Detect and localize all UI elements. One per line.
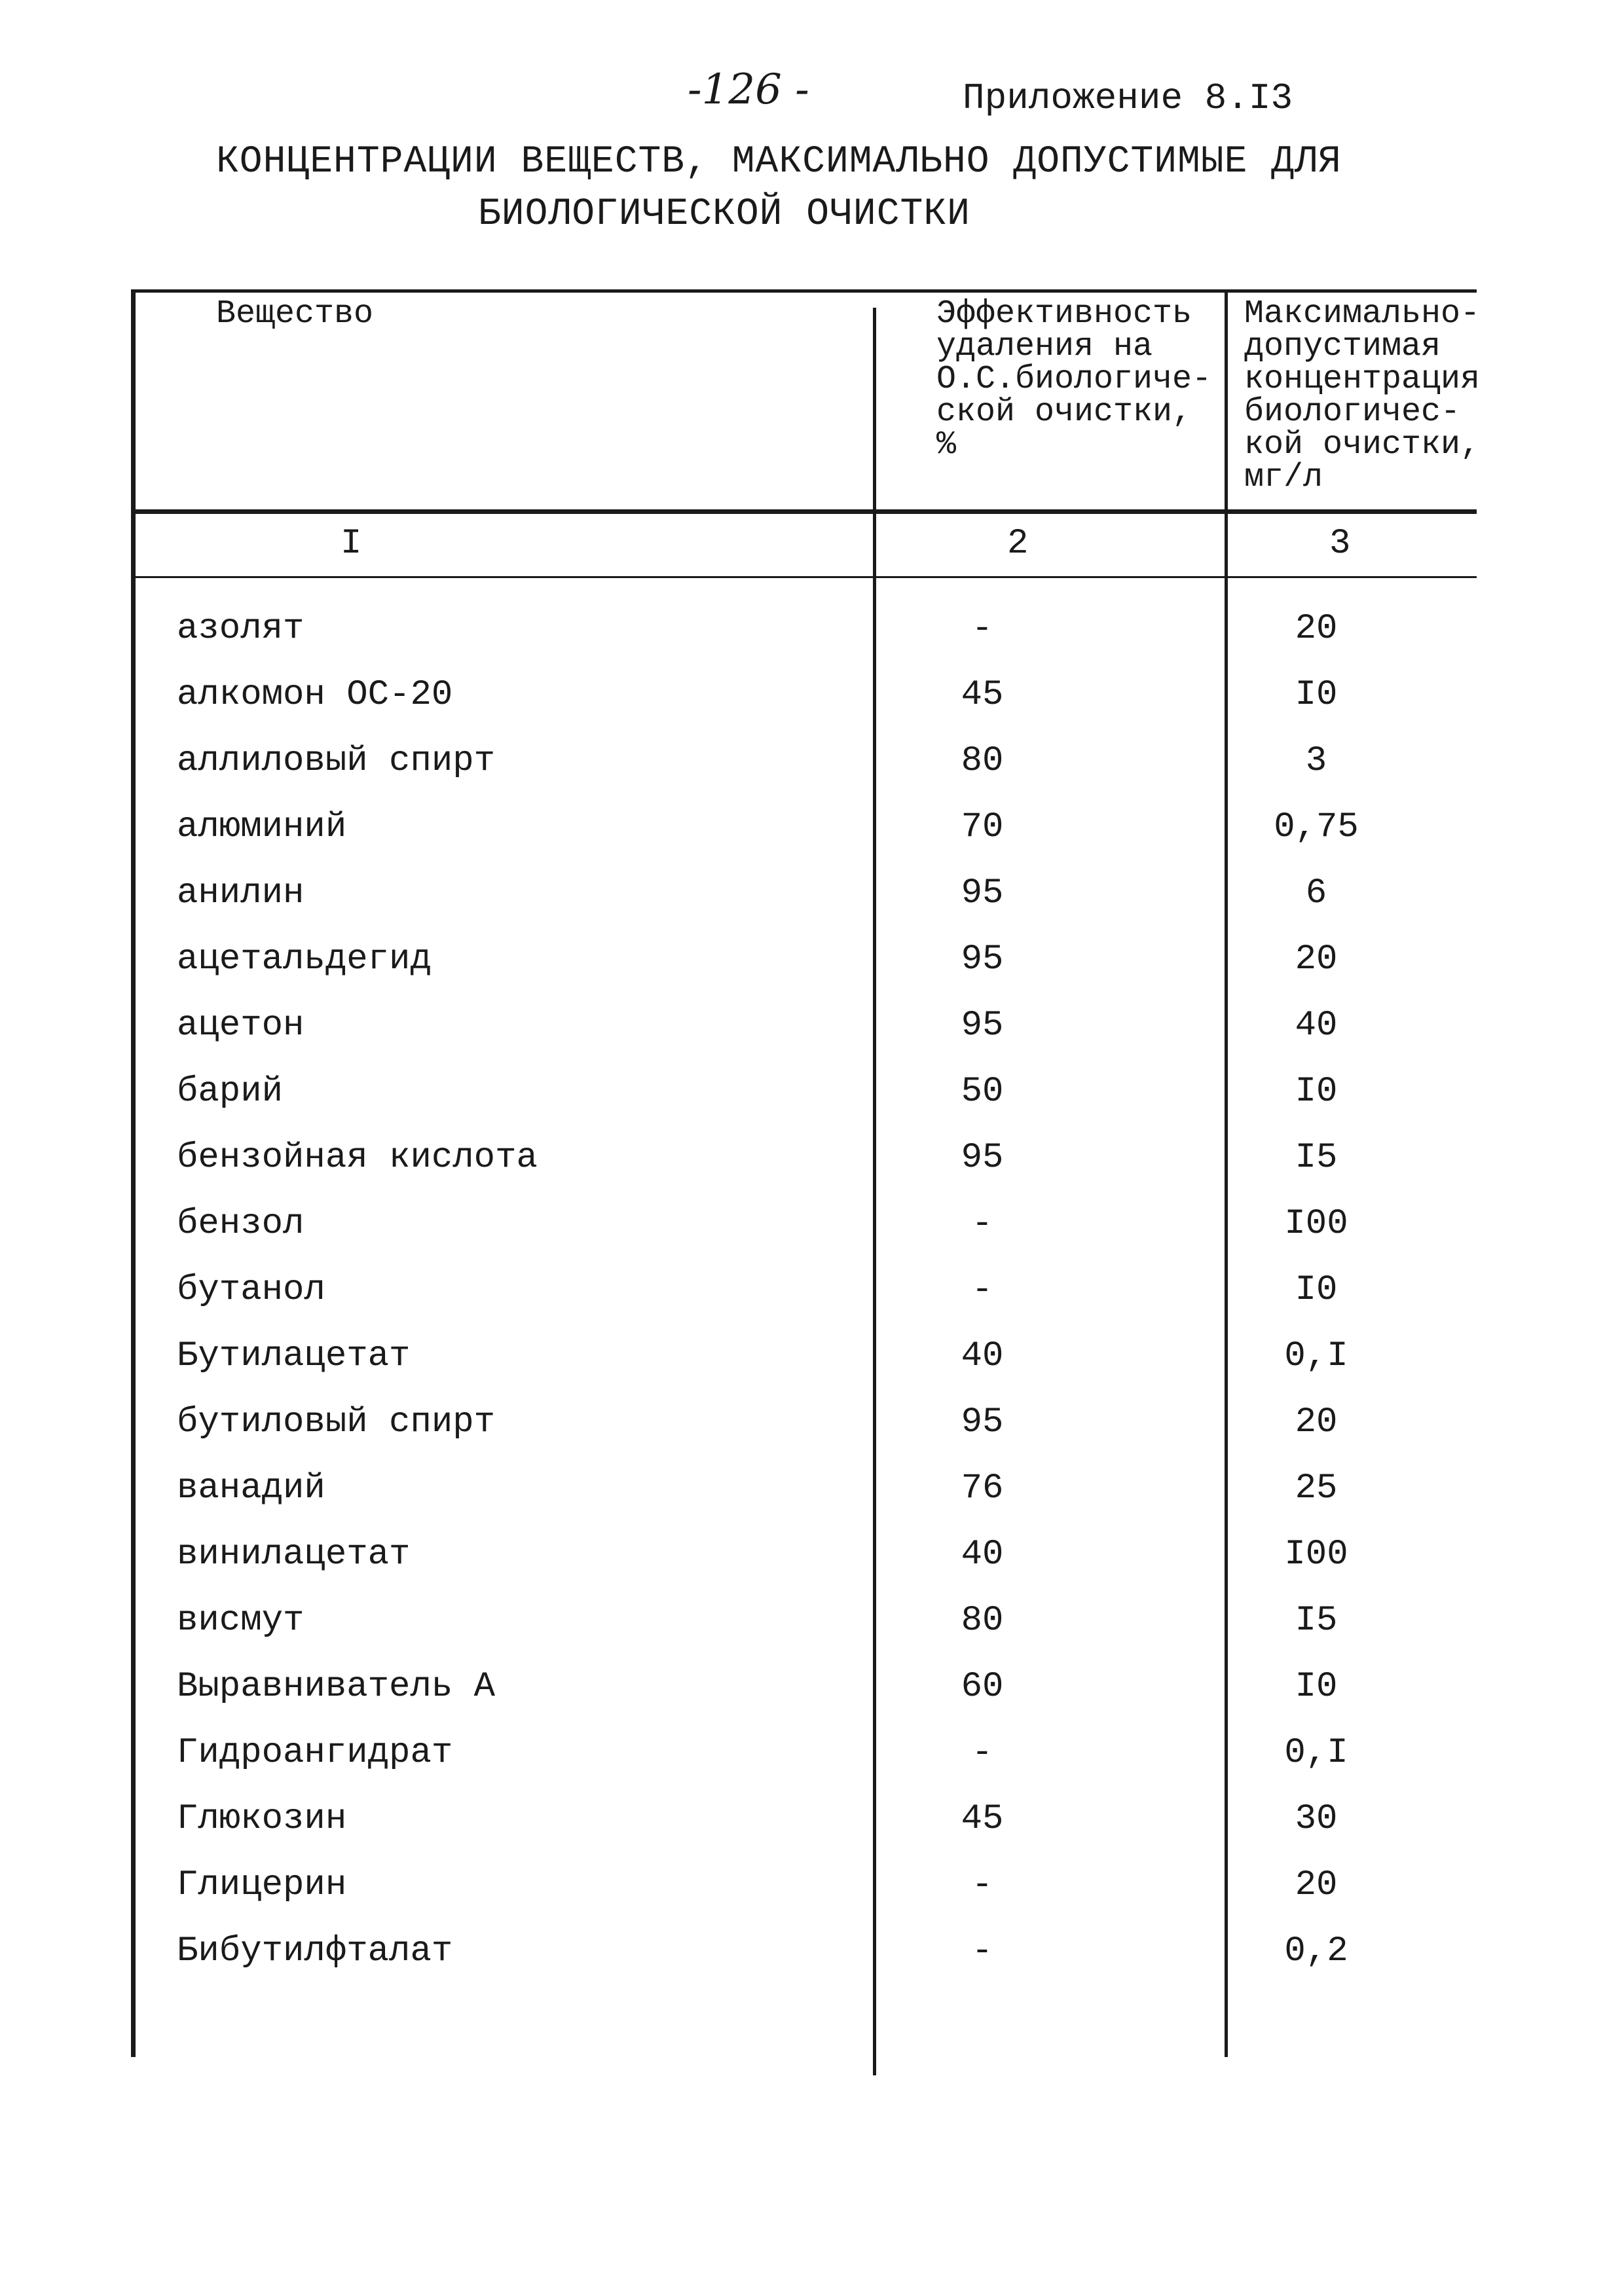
efficiency-value: - (971, 1204, 993, 1244)
substance-name: Бутилацетат (177, 1336, 411, 1376)
efficiency-value: 50 (961, 1072, 1004, 1112)
max-concentration-value: I0 (1295, 1270, 1338, 1310)
max-concentration-value: 25 (1295, 1468, 1338, 1508)
efficiency-value: 60 (961, 1667, 1004, 1707)
appendix-label: Приложение 8.I3 (963, 77, 1293, 119)
substance-name: Выравниватель А (177, 1667, 496, 1707)
column-number-2: 2 (1007, 524, 1029, 564)
max-concentration-value: I5 (1295, 1138, 1338, 1178)
efficiency-value: - (971, 1733, 993, 1773)
max-concentration-value: 30 (1295, 1799, 1338, 1839)
max-concentration-value: 0,75 (1274, 807, 1359, 847)
max-concentration-value: I00 (1284, 1204, 1348, 1244)
substance-name: ванадий (177, 1468, 325, 1508)
column-number-1: I (341, 524, 362, 564)
header-efficiency: Эффективность удаления на О.С.биологиче- ской очистки, % (936, 295, 1212, 464)
substance-name: бутанол (177, 1270, 325, 1310)
substance-name: винилацетат (177, 1535, 411, 1575)
max-concentration-value: 40 (1295, 1006, 1338, 1046)
efficiency-value: 70 (961, 807, 1004, 847)
document-title-line1: КОНЦЕНТРАЦИИ ВЕЩЕСТВ, МАКСИМАЛЬНО ДОПУСТИМЫЕ ДЛЯ (216, 141, 1342, 183)
substance-name: анилин (177, 873, 304, 913)
substance-name: аллиловый спирт (177, 741, 496, 781)
header-max-concentration: Максимально- допустимая концентрация биологичес- кой очистки, мг/л (1244, 295, 1481, 496)
header-bottom-rule (134, 509, 1477, 514)
header-substance: Вещество (216, 295, 374, 333)
column-number-rule (134, 576, 1477, 578)
substance-name: барий (177, 1072, 284, 1112)
max-concentration-value: 0,I (1284, 1733, 1348, 1773)
max-concentration-value: I00 (1284, 1535, 1348, 1575)
efficiency-value: 40 (961, 1535, 1004, 1575)
max-concentration-value: 20 (1295, 1865, 1338, 1905)
column-divider-1 (873, 308, 876, 2075)
substance-name: Глицерин (177, 1865, 347, 1905)
efficiency-value: - (971, 1270, 993, 1310)
efficiency-value: 95 (961, 939, 1004, 979)
max-concentration-value: 20 (1295, 609, 1338, 649)
substance-name: азолят (177, 609, 304, 649)
efficiency-value: 80 (961, 1601, 1004, 1641)
table-left-border (131, 289, 136, 2057)
max-concentration-value: I0 (1295, 1667, 1338, 1707)
efficiency-value: 95 (961, 1006, 1004, 1046)
max-concentration-value: 6 (1305, 873, 1327, 913)
substance-name: бутиловый спирт (177, 1402, 496, 1442)
max-concentration-value: I5 (1295, 1601, 1338, 1641)
max-concentration-value: 20 (1295, 1402, 1338, 1442)
substance-name: алюминий (177, 807, 347, 847)
substance-name: бензол (177, 1204, 304, 1244)
substance-name: алкомон ОС-20 (177, 675, 453, 715)
efficiency-value: 40 (961, 1336, 1004, 1376)
efficiency-value: - (971, 1865, 993, 1905)
max-concentration-value: 20 (1295, 939, 1338, 979)
substance-name: бензойная кислота (177, 1138, 538, 1178)
document-title-line2: БИОЛОГИЧЕСКОЙ ОЧИСТКИ (478, 193, 970, 236)
max-concentration-value: I0 (1295, 1072, 1338, 1112)
substance-name: Глюкозин (177, 1799, 347, 1839)
page-number: -126 - (688, 65, 809, 114)
efficiency-value: 45 (961, 1799, 1004, 1839)
substance-name: Гидроангидрат (177, 1733, 453, 1773)
max-concentration-value: 0,I (1284, 1336, 1348, 1376)
efficiency-value: - (971, 609, 993, 649)
substance-name: ацетон (177, 1006, 304, 1046)
efficiency-value: 76 (961, 1468, 1004, 1508)
substance-name: ацетальдегид (177, 939, 432, 979)
max-concentration-value: I0 (1295, 675, 1338, 715)
substance-name: висмут (177, 1601, 304, 1641)
table-top-border (131, 289, 1477, 293)
column-number-3: 3 (1329, 524, 1351, 564)
efficiency-value: 80 (961, 741, 1004, 781)
substance-name: Бибутилфталат (177, 1931, 453, 1971)
max-concentration-value: 3 (1305, 741, 1327, 781)
efficiency-value: 45 (961, 675, 1004, 715)
efficiency-value: 95 (961, 1402, 1004, 1442)
max-concentration-value: 0,2 (1284, 1931, 1348, 1971)
efficiency-value: - (971, 1931, 993, 1971)
efficiency-value: 95 (961, 873, 1004, 913)
column-divider-2 (1225, 289, 1228, 2057)
efficiency-value: 95 (961, 1138, 1004, 1178)
